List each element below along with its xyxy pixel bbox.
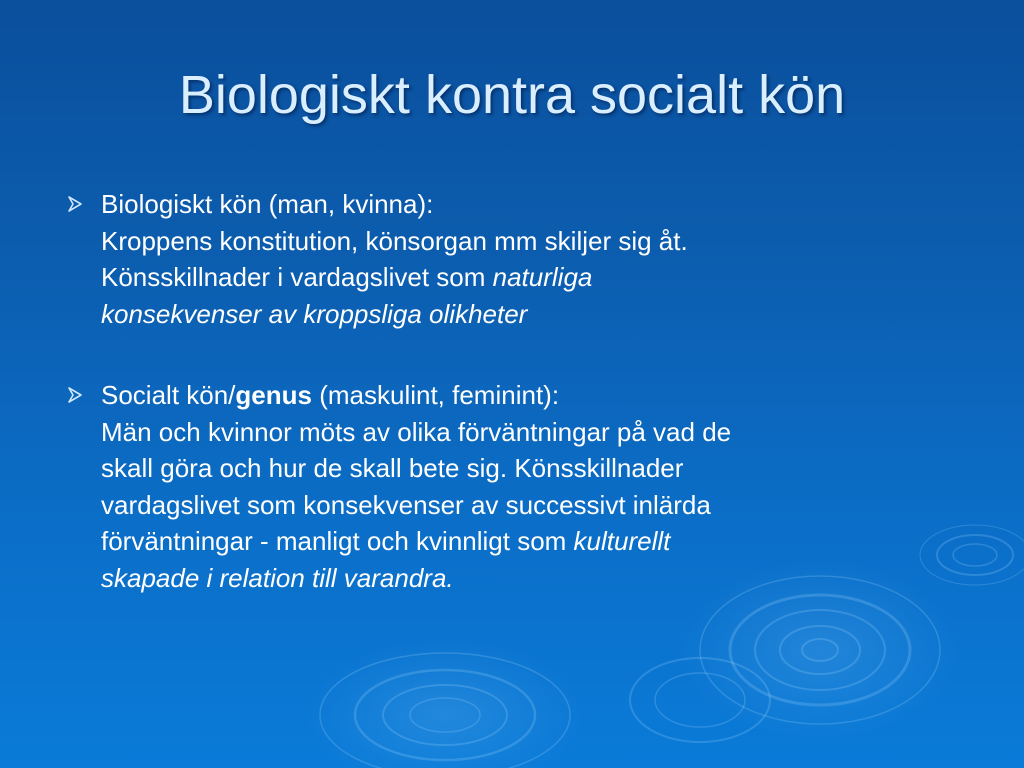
bullet-social-gender [66,377,966,596]
bullet-text-line: Kroppens konstitution, könsorgan mm skiljer sig åt. [101,225,688,256]
italic-text: naturliga [492,262,593,292]
italic-text-line: skapade i relation till varandra. [101,562,454,593]
bullet-text: förväntningar - manligt och kvinnligt som [101,526,574,556]
chevron-right-arrow-icon [66,386,84,404]
bullet-heading: Biologiskt kön (man, kvinna): [101,189,434,219]
slide-title: Biologiskt kontra socialt kön [178,65,846,125]
bullet-text: Könsskillnader i vardagslivet som [101,262,493,292]
bullet-text-line [101,259,966,296]
italic-text: kulturellt [573,526,671,556]
chevron-right-arrow-icon [66,195,84,213]
bullet-text-line: skall göra och hur de skall bete sig. Könsskillnader [101,453,684,483]
bullet-text-line [101,523,966,560]
bold-term-genus: genus [235,380,312,410]
bullet-heading [101,377,966,414]
bullet-biological-sex [66,186,966,332]
slide-content [66,186,966,596]
bullet-heading-text: Socialt kön/ [101,380,236,410]
bullet-heading-text: (maskulint, feminint): [311,380,560,410]
bullet-text-line: Män och kvinnor möts av olika förväntningar på vad de [101,416,732,447]
italic-text-line: konsekvenser av kroppsliga olikheter [101,298,528,329]
bullet-text-line: vardagslivet som konsekvenser av successivt inlärda [101,489,711,520]
